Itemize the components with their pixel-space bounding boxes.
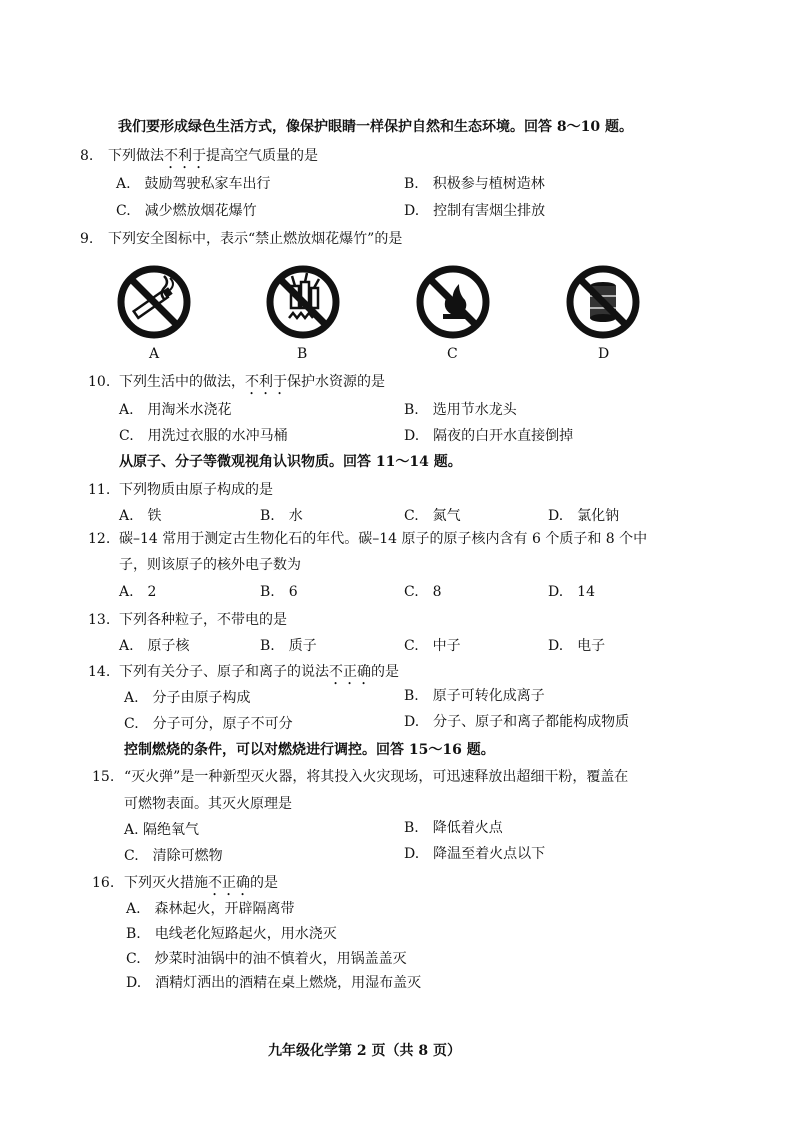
question-10-number: 10. [88, 374, 111, 390]
question-16-option-d: D. 酒精灯洒出的酒精在桌上燃烧，用湿布盖灭 [126, 975, 422, 991]
question-8-emphasis: 不利于 [164, 148, 206, 164]
question-13-stem: 下列各种粒子，不带电的是 [119, 612, 287, 628]
question-10-stem-pre: 下列生活中的做法， [119, 374, 245, 390]
question-12-option-c: C. 8 [404, 584, 442, 600]
no-barrel-icon [563, 262, 643, 342]
question-8-stem [108, 146, 318, 172]
question-15-option-b: B. 降低着火点 [404, 820, 503, 836]
question-13-option-a: A. 原子核 [119, 638, 190, 654]
question-11-option-c: C. 氮气 [404, 508, 461, 524]
question-11-option-a: A. 铁 [119, 508, 162, 524]
question-13-option-b: B. 质子 [260, 638, 317, 654]
question-14-option-c: C. 分子可分，原子不可分 [124, 716, 293, 732]
question-12-option-d: D. 14 [548, 584, 595, 600]
question-14-emphasis: 不正确 [329, 664, 371, 680]
question-8-option-c: C. 减少燃放烟花爆竹 [116, 203, 257, 219]
question-9-label-c: C [447, 346, 458, 362]
question-16-emphasis: 不正确 [208, 875, 250, 891]
question-13-option-c: C. 中子 [404, 638, 461, 654]
section-intro-8-10: 我们要形成绿色生活方式，像保护眼睛一样保护自然和生态环境。回答 8～10 题。 [118, 119, 633, 135]
question-14-number: 14. [88, 664, 111, 680]
question-9-number: 9. [80, 231, 94, 247]
question-16-stem-post: 的是 [250, 875, 278, 891]
question-12-option-a: A. 2 [119, 584, 157, 600]
question-14-option-d: D. 分子、原子和离子都能构成物质 [404, 714, 630, 730]
question-16-option-c: C. 炒菜时油锅中的油不慎着火，用锅盖盖灭 [126, 951, 407, 967]
question-9-stem: 下列安全图标中，表示“禁止燃放烟花爆竹”的是 [108, 231, 403, 247]
question-16-number: 16. [92, 875, 115, 891]
question-16-stem [124, 873, 278, 899]
question-15-option-a: A. 隔绝氧气 [124, 822, 200, 838]
question-14-stem-post: 的是 [371, 664, 399, 680]
question-11-number: 11. [88, 482, 111, 498]
question-13-option-d: D. 电子 [548, 638, 606, 654]
question-15-stem-line2: 可燃物表面。其灭火原理是 [124, 796, 292, 812]
no-smoking-icon [114, 262, 194, 342]
section-intro-15-16: 控制燃烧的条件，可以对燃烧进行调控。回答 15～16 题。 [124, 742, 495, 758]
question-10-option-a: A. 用淘米水浇花 [119, 402, 232, 418]
section-intro-11-14: 从原子、分子等微观视角认识物质。回答 11～14 题。 [119, 454, 462, 470]
no-fireworks-icon [263, 262, 343, 342]
question-8-stem-pre: 下列做法 [108, 148, 164, 164]
question-12-stem-line2: 子，则该原子的核外电子数为 [119, 557, 301, 573]
question-8-number: 8. [80, 148, 94, 164]
question-12-option-b: B. 6 [260, 584, 298, 600]
question-10-option-b: B. 选用节水龙头 [404, 402, 517, 418]
question-10-emphasis: 不利于 [245, 374, 287, 390]
question-16-option-b: B. 电线老化短路起火，用水浇灭 [126, 926, 337, 942]
question-9-label-b: B [297, 346, 308, 362]
page-footer: 九年级化学第 2 页（共 8 页） [268, 1043, 461, 1059]
question-16-stem-pre: 下列灭火措施 [124, 875, 208, 891]
question-14-stem-pre: 下列有关分子、原子和离子的说法 [119, 664, 329, 680]
question-8-option-d: D. 控制有害烟尘排放 [404, 203, 546, 219]
question-10-stem-post: 保护水资源的是 [287, 374, 385, 390]
question-14-option-b: B. 原子可转化成离子 [404, 688, 545, 704]
question-11-stem: 下列物质由原子构成的是 [119, 482, 273, 498]
question-11-option-d: D. 氯化钠 [548, 508, 620, 524]
question-15-option-d: D. 降温至着火点以下 [404, 846, 546, 862]
question-15-stem-line1: “灭火弹”是一种新型灭火器，将其投入火灾现场，可迅速释放出超细干粉，覆盖在 [124, 769, 629, 785]
question-8-option-b: B. 积极参与植树造林 [404, 176, 545, 192]
question-8-stem-post: 提高空气质量的是 [206, 148, 318, 164]
no-open-flame-icon [413, 262, 493, 342]
question-9-label-d: D [598, 346, 610, 362]
question-12-stem-line1: 碳–14 常用于测定古生物化石的年代。碳–14 原子的原子核内含有 6 个质子和 8 个中 [119, 531, 648, 547]
question-13-number: 13. [88, 612, 111, 628]
question-15-option-c: C. 清除可燃物 [124, 848, 223, 864]
question-8-option-a: A. 鼓励驾驶私家车出行 [116, 176, 271, 192]
question-15-number: 15. [92, 769, 115, 785]
question-10-option-d: D. 隔夜的白开水直接倒掉 [404, 428, 574, 444]
question-10-stem [119, 372, 385, 398]
question-12-number: 12. [88, 531, 111, 547]
question-14-stem [119, 662, 399, 688]
question-11-option-b: B. 水 [260, 508, 303, 524]
question-10-option-c: C. 用洗过衣服的水冲马桶 [119, 428, 288, 444]
question-14-option-a: A. 分子由原子构成 [124, 690, 251, 706]
question-9-label-a: A [149, 346, 160, 362]
question-16-option-a: A. 森林起火，开辟隔离带 [126, 901, 295, 917]
